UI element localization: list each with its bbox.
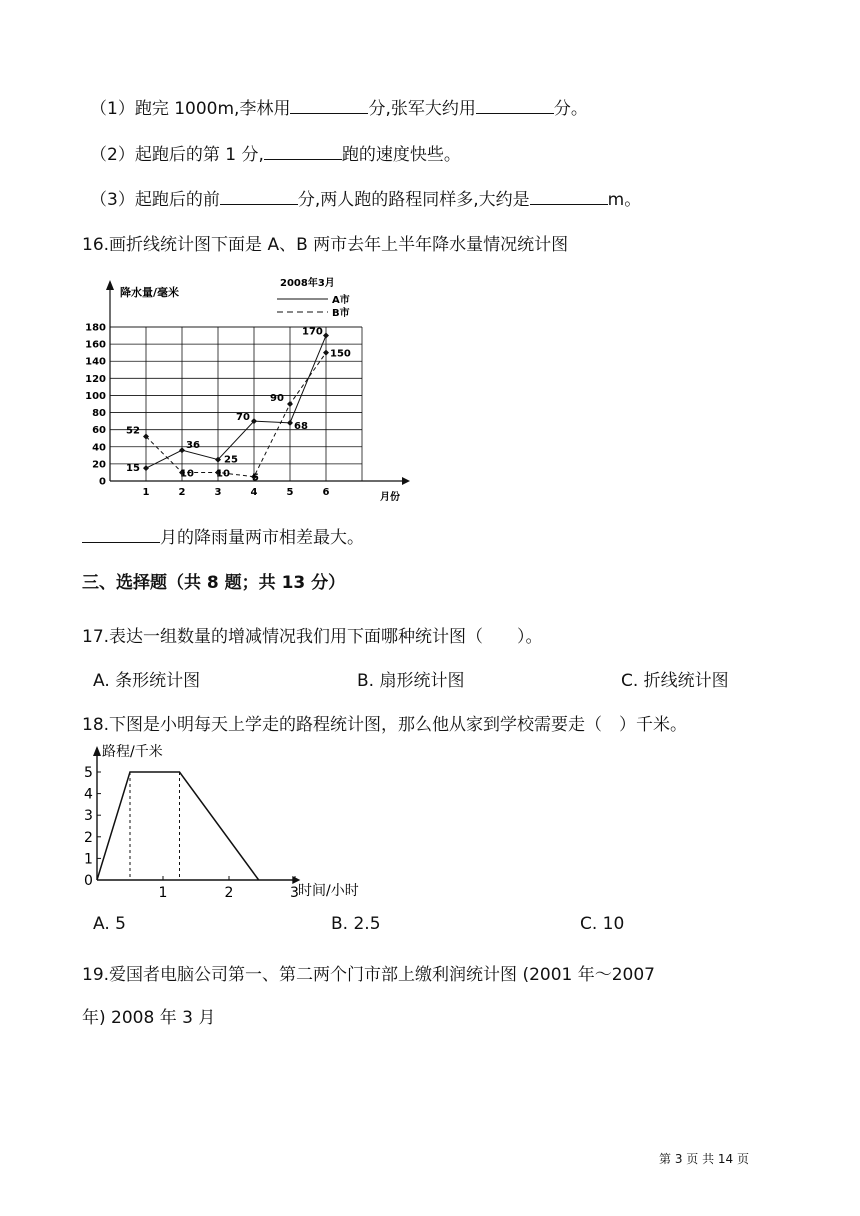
rainfall-y-tick: 80 xyxy=(92,408,106,420)
rainfall-xlabel: 月份 xyxy=(380,492,400,502)
q15-1-blank-1 xyxy=(290,97,368,114)
distance-xlabel: 时间/小时 xyxy=(298,883,359,899)
distance-x-tick: 3 xyxy=(290,885,299,900)
q15-1-text-b: 分,张军大约用 xyxy=(368,99,476,119)
rainfall-y-tick: 20 xyxy=(92,459,106,471)
legend-a-label: A市 xyxy=(332,295,350,306)
rainfall-data-label: 90 xyxy=(270,393,284,404)
q18-title: 18.下图是小明每天上学走的路程统计图，那么他从家到学校需要走（ ）千米。 xyxy=(82,715,688,735)
q15-3-text-a: （3）起跑后的前 xyxy=(90,190,220,210)
rainfall-y-tick: 140 xyxy=(85,356,106,368)
q18-option-c[interactable]: C. 10 xyxy=(580,914,625,934)
rainfall-y-tick: 120 xyxy=(85,373,106,385)
distance-y-tick: 2 xyxy=(84,829,93,846)
q17-option-b[interactable]: B. 扇形统计图 xyxy=(357,671,465,691)
rainfall-x-arrow xyxy=(402,477,410,485)
distance-y-tick: 4 xyxy=(84,786,93,803)
rainfall-y-tick: 0 xyxy=(99,476,106,488)
rainfall-data-label: 15 xyxy=(126,463,140,475)
distance-time-chart xyxy=(80,740,400,900)
rainfall-y-tick: 60 xyxy=(92,425,106,437)
rainfall-data-label: 10 xyxy=(216,468,230,480)
rainfall-data-label: 10 xyxy=(180,468,194,480)
rainfall-data-label: 25 xyxy=(224,454,238,466)
q18-option-b[interactable]: B. 2.5 xyxy=(331,914,381,934)
q15-1-blank-2 xyxy=(476,97,554,114)
rainfall-point-a xyxy=(287,420,293,426)
rainfall-data-label: 170 xyxy=(302,326,323,338)
q15-1-line xyxy=(90,94,588,119)
q18-option-a[interactable]: A. 5 xyxy=(93,914,126,934)
distance-series-line xyxy=(97,772,259,880)
q17-option-a[interactable]: A. 条形统计图 xyxy=(93,671,201,691)
distance-y-tick: 1 xyxy=(84,851,93,868)
q15-2-text-b: 跑的速度快些。 xyxy=(341,145,461,165)
rainfall-x-tick: 3 xyxy=(214,487,222,498)
rainfall-point-b xyxy=(287,401,293,407)
q15-3-blank-2 xyxy=(530,188,608,205)
q15-3-line xyxy=(90,185,641,210)
q15-2-line xyxy=(90,140,461,165)
distance-origin-label: 0 xyxy=(84,873,93,889)
q15-1-text-c: 分。 xyxy=(553,99,588,119)
rainfall-y-tick: 100 xyxy=(85,390,106,402)
rainfall-point-b xyxy=(323,350,329,356)
q15-3-text-b: 分,两人跑的路程同样多,大约是 xyxy=(297,190,530,210)
q15-1-text-a: （1）跑完 1000m,李林用 xyxy=(90,99,291,119)
legend-b-label: B市 xyxy=(332,308,350,319)
rainfall-data-label: 150 xyxy=(330,348,351,360)
rainfall-ylabel: 降水量/毫米 xyxy=(120,286,180,299)
rainfall-x-tick: 6 xyxy=(322,487,330,498)
page-footer: 第 3 页 共 14 页 xyxy=(659,1152,749,1166)
distance-ylabel: 路程/千米 xyxy=(102,744,163,760)
q19-line-2: 年) 2008 年 3 月 xyxy=(82,1008,216,1028)
q17-title: 17.表达一组数量的增减情况我们用下面哪种统计图（ ）。 xyxy=(82,627,543,647)
rainfall-y-tick: 40 xyxy=(92,442,106,454)
distance-x-tick: 1 xyxy=(158,885,168,900)
rainfall-legend-title: 2008年3月 xyxy=(280,278,335,289)
rainfall-data-label: 5 xyxy=(252,472,259,484)
distance-y-tick: 5 xyxy=(84,765,93,781)
rainfall-point-a xyxy=(179,447,185,453)
rainfall-y-tick: 180 xyxy=(85,322,106,334)
q16-answer-line xyxy=(82,523,364,548)
q15-3-text-c: m。 xyxy=(607,190,642,210)
rainfall-y-tick: 160 xyxy=(85,339,106,351)
q16-blank xyxy=(82,526,160,543)
distance-x-tick: 2 xyxy=(224,885,234,900)
rainfall-y-arrow xyxy=(106,280,114,290)
rainfall-x-tick: 1 xyxy=(142,487,150,498)
rainfall-data-label: 52 xyxy=(126,425,140,437)
q16-title: 16.画折线统计图下面是 A、B 两市去年上半年降水量情况统计图 xyxy=(82,235,569,255)
rainfall-line-chart xyxy=(80,272,410,502)
q15-2-blank xyxy=(264,143,342,160)
rainfall-data-label: 68 xyxy=(294,420,308,432)
q15-2-text-a: （2）起跑后的第 1 分, xyxy=(90,145,264,165)
distance-y-tick: 3 xyxy=(84,808,93,825)
section-3-heading: 三、选择题（共 8 题；共 13 分） xyxy=(82,573,346,593)
rainfall-data-label: 70 xyxy=(236,412,250,424)
rainfall-point-a xyxy=(143,465,149,471)
q16-answer-suffix: 月的降雨量两市相差最大。 xyxy=(160,528,364,548)
rainfall-x-tick: 2 xyxy=(178,487,186,498)
rainfall-series-a xyxy=(146,336,326,469)
distance-y-arrow xyxy=(93,746,101,756)
q19-line-1: 19.爱国者电脑公司第一、第二两个门市部上缴利润统计图 (2001 年～2007 xyxy=(82,965,656,985)
rainfall-point-a xyxy=(323,333,329,339)
rainfall-data-label: 36 xyxy=(186,440,200,452)
rainfall-x-tick: 5 xyxy=(286,487,294,498)
rainfall-x-tick: 4 xyxy=(250,487,258,498)
q15-3-blank-1 xyxy=(220,188,298,205)
q17-option-c[interactable]: C. 折线统计图 xyxy=(621,671,729,691)
